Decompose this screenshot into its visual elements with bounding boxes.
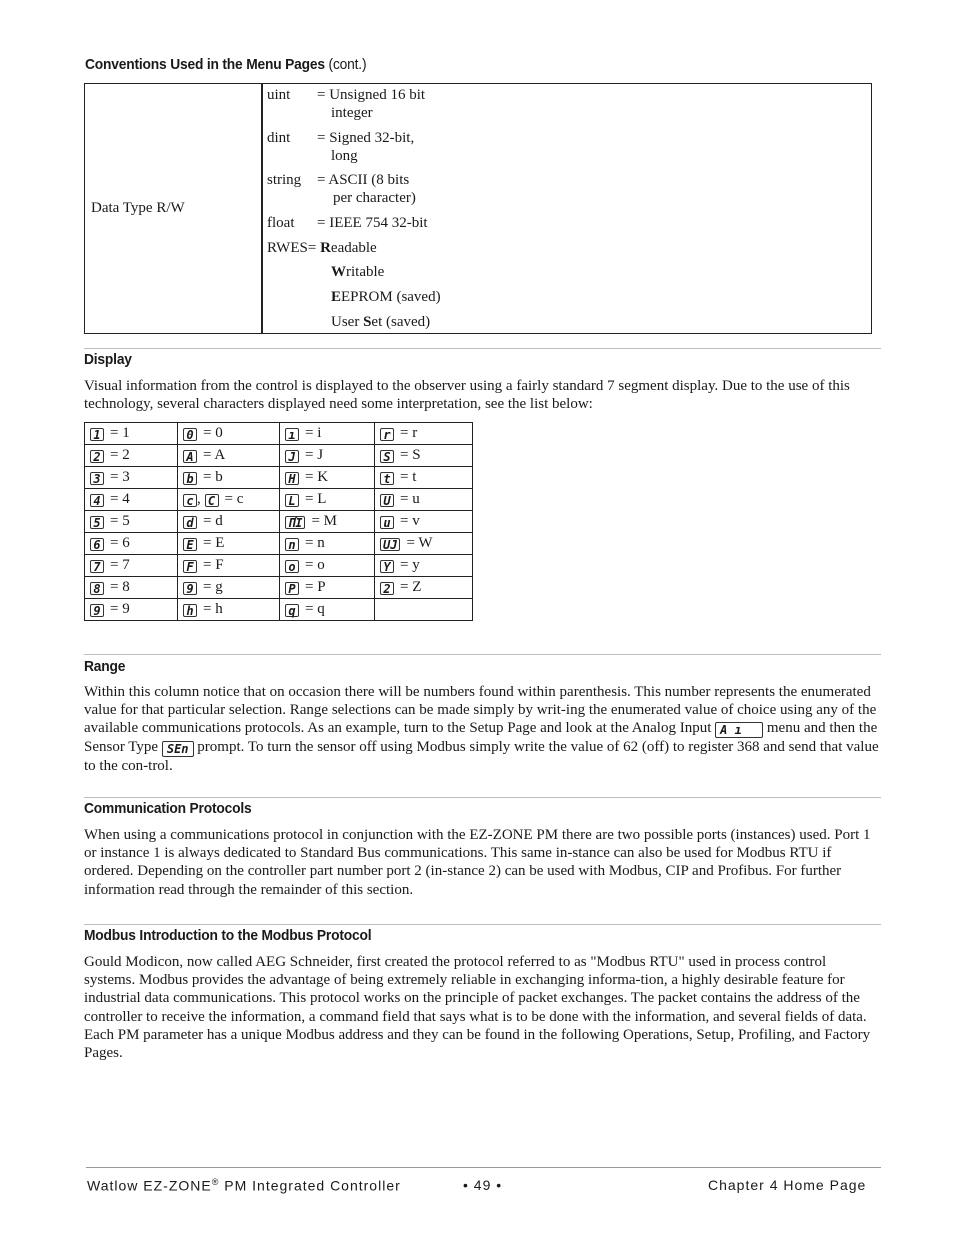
character-equivalent: = K — [305, 469, 329, 485]
table-cell — [375, 577, 473, 599]
segment-glyph-icon: b — [183, 472, 197, 485]
character-equivalent: = 1 — [110, 425, 130, 441]
table-row — [85, 423, 473, 445]
table-cell — [85, 555, 178, 577]
table-cell — [85, 511, 178, 533]
segment-glyph-icon: 7 — [90, 560, 104, 573]
character-equivalent: = y — [400, 557, 420, 573]
character-equivalent: = h — [203, 601, 223, 617]
character-equivalent: = F — [203, 557, 224, 573]
type-float: float — [267, 215, 295, 231]
character-equivalent: = 5 — [110, 513, 130, 529]
type-dint-desc-2: long — [331, 148, 358, 164]
footer-product-rest: PM Integrated Controller — [219, 1177, 401, 1194]
range-text-c: prompt. To turn the sensor off using Modbus simply write the value of 62 (off) to register 368 and send that value to the con-trol. — [84, 739, 879, 775]
rwes-readable: eadable — [330, 240, 377, 256]
section-title — [85, 56, 366, 73]
character-equivalent: = E — [203, 535, 225, 551]
rwes-writable: ritable — [346, 264, 385, 280]
character-equivalent: = t — [400, 469, 417, 485]
segment-glyph-icon: Y — [380, 560, 394, 573]
table-divider — [261, 84, 263, 333]
segment-glyph-icon: 0 — [183, 428, 197, 441]
table-cell: c , C = c — [178, 489, 280, 511]
segment-glyph-icon: ΠΊ — [285, 516, 305, 529]
segment-glyph-icon: t — [380, 472, 394, 485]
rwes-s: S — [363, 314, 372, 330]
character-equivalent: = q — [305, 601, 325, 617]
character-equivalent: = 2 — [110, 447, 130, 463]
character-equivalent: = b — [203, 469, 223, 485]
modbus-heading: Modbus Introduction to the Modbus Protocol — [84, 927, 372, 944]
character-equivalent: = i — [305, 425, 322, 441]
table-cell — [178, 577, 280, 599]
table-row — [85, 533, 473, 555]
modbus-paragraph: Gould Modicon, now called AEG Schneider, first created the protocol referred to as "Modbus RTU" used in process control systems. Modbus provides the advantage of being extremely reliable in exchanging informa-tion, a highly desirable feature for industrial data communications. This protocol works on the principle of packet exchanges. The packet contains the address of the controller to receive the information, a command field that says what is to be done with the information, and several fields of data. Each PM parameter has a unique Modbus address and they can be found in the following Operations, Setup, Profiling, and Factory Pages. — [84, 954, 871, 1062]
segment-glyph-icon: F — [183, 560, 197, 573]
seven-segment-table-body — [85, 423, 473, 621]
segment-glyph-icon: 2 — [90, 450, 104, 463]
table-row — [85, 577, 473, 599]
table-cell — [280, 533, 375, 555]
segment-glyph-icon: c — [183, 494, 197, 507]
table-cell — [85, 577, 178, 599]
footer-page-number: • 49 • — [463, 1177, 503, 1193]
section-title-suffix: (cont.) — [328, 56, 367, 73]
character-equivalent: = v — [400, 513, 420, 529]
type-uint-desc: = Unsigned 16 bit — [317, 87, 426, 103]
character-equivalent: = J — [305, 447, 324, 463]
seven-segment-table — [84, 422, 473, 621]
segment-glyph-icon: 2 — [380, 582, 394, 595]
table-cell — [280, 489, 375, 511]
rwes-writable-line — [331, 264, 384, 281]
rwes-prefix: RWES= — [267, 240, 321, 256]
segment-glyph-icon: 3 — [90, 472, 104, 485]
table-cell — [85, 445, 178, 467]
table-cell — [375, 555, 473, 577]
character-equivalent: = o — [305, 557, 325, 573]
rwes-e: E — [331, 289, 342, 305]
type-uint-desc-2: integer — [331, 105, 373, 121]
segment-glyph-icon: J — [285, 450, 299, 463]
segment-glyph-icon: 9 — [90, 604, 104, 617]
segment-glyph-icon: r — [380, 428, 394, 441]
character-equivalent: = r — [400, 425, 418, 441]
range-text-b: menu and then the Sensor Type — [84, 720, 878, 756]
segment-glyph-icon: u — [380, 516, 394, 529]
character-equivalent: = 9 — [110, 601, 130, 617]
footer-product — [87, 1177, 401, 1194]
character-equivalent: = L — [305, 491, 327, 507]
table-cell — [280, 577, 375, 599]
table-cell — [178, 511, 280, 533]
rwes-userset-line — [331, 314, 430, 331]
table-cell — [280, 467, 375, 489]
table-row — [85, 489, 473, 511]
table-cell — [85, 533, 178, 555]
divider — [84, 654, 881, 655]
rwes-w: W — [331, 264, 346, 280]
type-rwes — [267, 240, 377, 257]
table-cell — [178, 599, 280, 621]
sensor-type-glyph: SEn — [162, 741, 194, 757]
table-cell — [178, 423, 280, 445]
segment-glyph-icon: A — [183, 450, 197, 463]
type-dint: dint — [267, 130, 291, 146]
range-heading: Range — [84, 658, 126, 675]
segment-glyph-icon: H — [285, 472, 299, 485]
table-cell — [85, 423, 178, 445]
analog-input-glyph: A ı — [715, 722, 763, 738]
segment-glyph-icon: E — [183, 538, 197, 551]
comm-heading: Communication Protocols — [84, 800, 252, 817]
type-uint: uint — [267, 87, 291, 103]
table-cell — [375, 599, 473, 621]
segment-glyph-icon: 9 — [183, 582, 197, 595]
character-equivalent: = M — [311, 513, 337, 529]
table-cell — [85, 599, 178, 621]
table-cell — [280, 445, 375, 467]
table-row — [85, 467, 473, 489]
table-row — [85, 599, 473, 621]
table-cell — [85, 467, 178, 489]
segment-glyph-icon: C — [205, 494, 219, 507]
rwes-r: R — [320, 240, 331, 256]
character-equivalent: = 8 — [110, 579, 130, 595]
segment-glyph-icon: 4 — [90, 494, 104, 507]
segment-glyph-icon: UJ — [380, 538, 400, 551]
data-type-label: Data Type R/W — [91, 200, 185, 216]
divider — [84, 924, 881, 925]
segment-glyph-icon: 5 — [90, 516, 104, 529]
segment-glyph-icon: q — [285, 604, 299, 617]
table-cell — [280, 511, 375, 533]
character-equivalent: = c — [224, 491, 244, 507]
type-float-desc: = IEEE 754 32-bit — [317, 215, 428, 231]
divider — [84, 348, 881, 349]
table-cell — [178, 467, 280, 489]
character-equivalent: = W — [406, 535, 433, 551]
segment-glyph-icon: o — [285, 560, 299, 573]
character-equivalent: = Z — [400, 579, 422, 595]
segment-glyph-icon: S — [380, 450, 394, 463]
character-equivalent: = P — [305, 579, 326, 595]
character-equivalent: = g — [203, 579, 223, 595]
segment-glyph-icon: h — [183, 604, 197, 617]
character-equivalent: = d — [203, 513, 223, 529]
table-cell — [375, 423, 473, 445]
table-cell — [178, 533, 280, 555]
character-equivalent: = 4 — [110, 491, 130, 507]
character-equivalent: = u — [400, 491, 420, 507]
divider — [84, 797, 881, 798]
rwes-eeprom: EPROM (saved) — [341, 289, 441, 305]
character-equivalent: = A — [203, 447, 226, 463]
registered-mark: ® — [211, 1177, 220, 1187]
footer-product-name: Watlow EZ-ZONE — [87, 1177, 212, 1194]
table-row — [85, 555, 473, 577]
table-row — [85, 445, 473, 467]
table-cell — [375, 445, 473, 467]
type-string: string — [267, 172, 302, 188]
type-string-desc: = ASCII (8 bits — [317, 172, 410, 188]
segment-glyph-icon: P — [285, 582, 299, 595]
segment-glyph-icon: n — [285, 538, 299, 551]
segment-glyph-icon: 8 — [90, 582, 104, 595]
table-row — [85, 511, 473, 533]
character-equivalent: = n — [305, 535, 325, 551]
table-cell — [85, 489, 178, 511]
segment-glyph-icon: U — [380, 494, 394, 507]
table-cell — [375, 467, 473, 489]
display-heading: Display — [84, 351, 132, 368]
display-paragraph: Visual information from the control is displayed to the observer using a fairly standard 7 segment display. Due to the use of this technology, several characters displayed need some interpretation, see the list below: — [84, 378, 850, 413]
table-cell — [375, 533, 473, 555]
type-dint-desc: = Signed 32-bit, — [317, 130, 415, 146]
table-cell — [280, 599, 375, 621]
data-type-table — [84, 83, 872, 334]
segment-glyph-icon: ı — [285, 428, 299, 441]
range-paragraph — [84, 683, 882, 776]
table-cell — [178, 555, 280, 577]
segment-glyph-icon: L — [285, 494, 299, 507]
table-cell — [178, 445, 280, 467]
rwes-eeprom-line — [331, 289, 441, 306]
character-equivalent: = 3 — [110, 469, 130, 485]
character-equivalent: = S — [400, 447, 421, 463]
footer-rule — [86, 1167, 881, 1168]
segment-glyph-icon: 1 — [90, 428, 104, 441]
character-equivalent: = 7 — [110, 557, 130, 573]
table-cell — [280, 555, 375, 577]
table-cell — [375, 511, 473, 533]
segment-glyph-icon: d — [183, 516, 197, 529]
type-string-desc-2: per character) — [333, 190, 416, 206]
rwes-user: User — [331, 314, 364, 330]
comm-paragraph: When using a communications protocol in conjunction with the EZ-ZONE PM there are two possible ports (instances) used. Port 1 or instance 1 is always dedicated to Standard Bus communications. This same in-stance can also be used for Modbus RTU if ordered. Depending on the controller part number port 2 (in-stance 2) can be used with Modbus, CIP and Profibus. For further information read through the remainder of this section. — [84, 827, 871, 898]
rwes-set: et (saved) — [371, 314, 431, 330]
segment-glyph-icon: 6 — [90, 538, 104, 551]
table-cell — [375, 489, 473, 511]
range-text-a: Within this column notice that on occasion there will be numbers found within parenthesis. This number represents the enumerated value for that particular selection. Range selections can be made simply by writ-ing the enumerated value of choice using any of the available communications protocols. As an example, turn to the Setup Page and look at the Analog Input — [84, 684, 877, 737]
table-cell — [280, 423, 375, 445]
character-equivalent: = 6 — [110, 535, 130, 551]
footer-chapter: Chapter 4 Home Page — [708, 1177, 867, 1193]
section-title-text: Conventions Used in the Menu Pages — [85, 56, 325, 73]
character-equivalent: = 0 — [203, 425, 223, 441]
